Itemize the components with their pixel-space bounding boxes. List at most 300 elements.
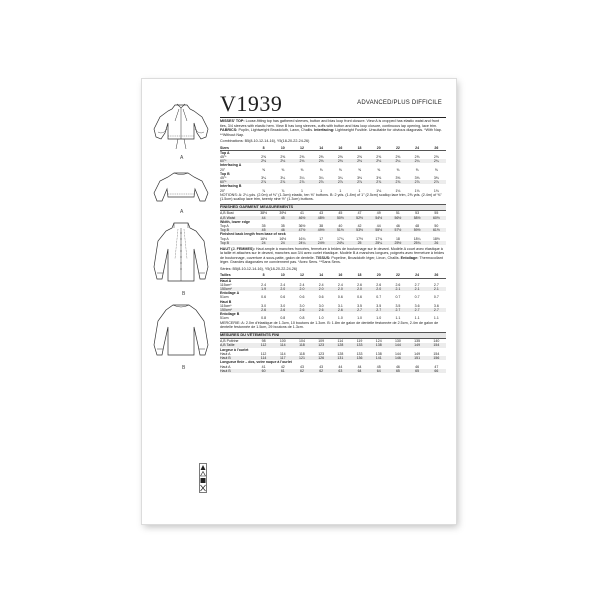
table-cell: ⅝ (262, 167, 266, 172)
table-cell: 1.1 (414, 316, 420, 321)
table-cell: 2⅞ (331, 180, 350, 184)
table-cell: 2¼ (388, 159, 407, 163)
table-cell: ⅝ (434, 167, 438, 172)
size-header-cell: 26 (427, 273, 446, 278)
table-cell: 64 (369, 369, 388, 373)
table-cell: 26 (427, 241, 446, 245)
table-cell: 1⅛ (376, 188, 382, 193)
header-rule (220, 117, 446, 118)
table-cell: 151 (408, 356, 427, 360)
table-cell: 0.7 (376, 295, 382, 300)
section-label: Largeur à l'ourlet (220, 347, 249, 352)
row-label: A,B Waist (220, 216, 254, 220)
desc-body-en: Loose-fitting top has gathered sleeves, button and bias loop front closure. View A is cropped has elastic waist and front ties, 3/4 sleeves with elastic hem. View B has long sleeves, cuffs with button and bias loop closure, continuous lap opening, lace trim. (220, 119, 440, 128)
table-cell: 141 (369, 356, 388, 360)
notions-fr: MERCERIE: A: 2.0m d'élastique de 1.3cm, 10 boutons de 1.3cm. B: 1.8m de galon de dentelle festonnée de 2.5cm, 2.4m de galon de dentelle festonnée de 1.5cm, 29 boutons de 1.3cm. (220, 320, 439, 330)
table-cell: 2⅛ (254, 159, 273, 163)
sketch-view-b-back (148, 301, 214, 363)
section-label: Finished back length from base of neck (220, 232, 286, 237)
table-cell: 3⅜ (414, 175, 420, 180)
table-cell: 140 (433, 339, 440, 344)
section-label: Haut B (220, 299, 232, 304)
table-cell: 2⅛ (312, 159, 331, 163)
table-cell: 133 (356, 351, 363, 356)
table-cell: 112 (260, 351, 267, 356)
sketch-view-a-back (150, 167, 212, 209)
table-cell: 2.4 (261, 282, 267, 287)
row-label: A,B Taille (220, 343, 254, 347)
row-label: 115cm* (220, 303, 232, 308)
row-label: Haut B (220, 369, 254, 373)
table-cell: 0.7 (433, 295, 439, 300)
table-cell: 118 (292, 343, 311, 347)
table-cell: 149 (408, 343, 427, 347)
row-label: 60"* (220, 159, 254, 163)
row-label: 150cm* (220, 287, 254, 291)
table-cell: 2.0 (331, 287, 350, 291)
table-cell: 0.6 (299, 295, 305, 300)
table-cell: 154 (433, 351, 440, 356)
table-cell: 119 (356, 339, 363, 344)
finished-table-en (220, 211, 446, 245)
table-cell: 2⅝ (337, 154, 343, 159)
table-cell: 2⅛ (292, 159, 311, 163)
table-cell: 98 (261, 339, 266, 344)
table-cell: 0.7 (414, 295, 420, 300)
pattern-number: V1939 (220, 91, 283, 116)
size-header-cell: 14 (312, 146, 331, 151)
table-cell: 55½ (369, 228, 388, 232)
table-cell: 41 (300, 211, 304, 216)
table-cell: 112 (254, 343, 273, 347)
table-cell: 40 (338, 223, 343, 228)
size-header-cell: 26 (427, 146, 446, 151)
yardage-table-en (220, 146, 446, 193)
table-cell: 1 (358, 188, 361, 193)
table-cell: 44 (338, 364, 343, 369)
nap-note-fr: *Avec Sens. **Sans Sens. (298, 260, 341, 265)
size-header-cell: 10 (273, 146, 292, 151)
table-cell: 128 (337, 351, 344, 356)
combinations-fr: Séries: B5(8-10-12-14-16), Y5(18-20-22-24-26) (220, 266, 298, 271)
table-cell: 1.1 (395, 316, 401, 321)
table-cell: 149 (414, 351, 421, 356)
table-cell: 2.0 (312, 287, 331, 291)
table-cell: 24¾ (331, 241, 350, 245)
row-label: 45"* (220, 154, 227, 159)
table-cell: 1 (300, 188, 303, 193)
table-cell: 2⅝ (299, 154, 305, 159)
size-header-cell: 18 (350, 146, 369, 151)
table-cell: 64 (350, 369, 369, 373)
table-cell: ⅝ (338, 167, 342, 172)
table-cell: 18¼ (413, 236, 421, 241)
table-cell: 51½ (331, 228, 350, 232)
table-cell: 3¼ (337, 175, 343, 180)
table-cell: 47 (434, 364, 439, 369)
table-cell: ⅝ (415, 167, 419, 172)
finished-table-fr (220, 339, 446, 373)
table-cell: 3.0 (318, 303, 324, 308)
table-cell: 45 (338, 211, 343, 216)
table-cell: 2⅛ (273, 159, 292, 163)
table-cell: 2.6 (395, 282, 401, 287)
table-cell: 60½ (427, 216, 446, 220)
table-cell: 25¼ (369, 241, 388, 245)
section-label: Haut A (220, 278, 232, 283)
table-cell: 2⅞ (369, 180, 388, 184)
interfacing-head-fr: Entoilage: (400, 255, 419, 260)
table-cell: 43 (300, 364, 304, 369)
table-cell: 0.8 (299, 316, 305, 321)
table-cell: 2⅞ (350, 180, 369, 184)
table-cell: 2⅝ (318, 154, 324, 159)
size-header-cell: 16 (331, 273, 350, 278)
table-cell: 53 (415, 211, 420, 216)
finished-title-fr: MESURES DU VÊTEMENTS FINI (220, 332, 446, 339)
table-cell: 2¼ (408, 159, 427, 163)
table-cell: 2.1 (427, 287, 446, 291)
table-cell: 44 (376, 223, 381, 228)
table-cell: 2⅝ (414, 154, 420, 159)
row-label: A,B Poitrine (220, 339, 239, 344)
combinations-en: Combinations: B5(8-10-12-14-16), Y5(18-20-22-24-26) (220, 139, 310, 143)
table-cell: 36½ (298, 223, 306, 228)
table-cell: 2⅛ (369, 159, 388, 163)
care-symbols-icon (199, 463, 207, 493)
table-cell: 55 (434, 211, 439, 216)
table-cell: 114 (337, 339, 344, 344)
table-cell: 0.6 (357, 295, 362, 300)
sketch-view-a-front (150, 99, 212, 154)
table-cell: 16½ (279, 236, 287, 241)
desc-head-en: MISSES' TOP: (220, 119, 245, 123)
table-cell: 135 (414, 339, 421, 344)
table-cell: 2.0 (369, 287, 388, 291)
table-cell: 24 (254, 241, 273, 245)
table-cell: 25 (350, 241, 369, 245)
table-cell: 1⅛ (414, 188, 420, 193)
table-cell: 2.0 (273, 287, 292, 291)
table-cell: 25¾ (408, 241, 427, 245)
table-cell: 0.8 (280, 316, 286, 321)
table-cell: 2.6 (357, 282, 362, 287)
table-cell: 18 (395, 236, 400, 241)
section-label: Top A (220, 150, 230, 155)
table-cell: 104 (299, 339, 305, 344)
table-cell: 48 (415, 223, 420, 228)
row-label: 45"* (220, 175, 227, 180)
table-cell: 56½ (388, 216, 407, 220)
table-cell: 35 (280, 223, 285, 228)
table-cell: 46 (395, 364, 400, 369)
fabrics-head-fr: TISSUS: (315, 255, 331, 260)
size-header-cell: 8 (254, 146, 273, 151)
table-cell: 25½ (388, 241, 407, 245)
table-cell: 2⅞ (408, 180, 427, 184)
table-cell: 2⅝ (261, 154, 267, 159)
table-cell: 144 (394, 351, 401, 356)
table-cell: 17¼ (336, 236, 344, 241)
table-cell: 131 (331, 356, 350, 360)
interfacing-body-en: Lightweight Fusible. Unsuitable for obvious diagonals. (335, 128, 424, 132)
table-cell: 114 (254, 356, 273, 360)
table-cell: 124 (375, 339, 382, 344)
row-label: 60"* (220, 180, 254, 184)
table-cell: 38 (319, 223, 324, 228)
table-cell: 126 (312, 356, 331, 360)
size-header-cell: 16 (331, 146, 350, 151)
view-b-back-label: B (182, 365, 186, 371)
table-cell: 114 (279, 351, 286, 356)
table-cell: 52½ (350, 216, 369, 220)
table-cell: 60 (254, 369, 273, 373)
table-cell: 16¾ (298, 236, 306, 241)
table-cell: 3.0 (299, 303, 305, 308)
table-cell: 2.6 (254, 308, 273, 312)
table-cell: 114 (273, 343, 292, 347)
table-cell: 117 (273, 356, 292, 360)
table-cell: 123 (312, 343, 331, 347)
table-cell: 3.5 (357, 303, 362, 308)
table-cell: 2.0 (350, 287, 369, 291)
table-cell: 133 (350, 343, 369, 347)
table-cell: 46 (273, 228, 292, 232)
pattern-envelope-back (142, 79, 456, 524)
table-cell: 43 (319, 211, 324, 216)
table-cell: 1.9 (254, 287, 273, 291)
table-cell: 47½ (292, 228, 311, 232)
nap-note-en: *With Nap. **Without Nap. (220, 128, 442, 137)
table-cell: 57½ (388, 228, 407, 232)
section-label: Interfacing A (220, 163, 242, 168)
table-cell: 44 (357, 364, 362, 369)
table-cell: 1.0 (337, 316, 343, 321)
table-cell: 35 (261, 223, 266, 228)
table-cell: 0.6 (261, 295, 267, 300)
table-cell: 2.4 (299, 282, 305, 287)
table-cell: 2⅝ (395, 154, 401, 159)
table-cell: 24¼ (292, 241, 311, 245)
table-cell: 2¼ (427, 159, 446, 163)
table-cell: 53½ (350, 228, 369, 232)
table-cell: 46½ (292, 216, 311, 220)
table-cell: 2.6 (292, 308, 311, 312)
table-row (220, 369, 446, 373)
table-cell: 3.1 (337, 303, 343, 308)
table-cell: 45 (273, 216, 292, 220)
size-header-cell: 24 (408, 273, 427, 278)
table-cell: 49 (376, 211, 381, 216)
table-cell: 2.1 (388, 287, 407, 291)
table-cell: 24½ (312, 241, 331, 245)
table-cell: 1 (339, 188, 342, 193)
table-cell: 54½ (369, 216, 388, 220)
section-label: Top B (220, 171, 230, 176)
size-header-cell: 12 (292, 273, 311, 278)
table-cell: 118 (299, 351, 305, 356)
table-cell: 2.4 (337, 282, 343, 287)
table-cell: 1.0 (376, 316, 382, 321)
table-cell: 3.0 (280, 303, 286, 308)
finished-title-en: FINISHED GARMENT MEASUREMENTS (220, 204, 446, 211)
table-cell: 2⅞ (254, 180, 273, 184)
desc-body-fr: Haut ample à manches froncées, fermeture à brides de boutonnage sur le devant. Modèle A court avec élastique à la taille et attaches sur le devant, manches aux 3/4 avec ourlet élastique. Modèle B à manches longues, poignets avec fermeture à brides de boutonnage, ouverture à sous-patte, galon de dentelle. (220, 246, 445, 260)
table-cell: 43 (319, 364, 324, 369)
table-cell: 1⅛ (395, 188, 401, 193)
table-cell: 156 (427, 356, 446, 360)
table-cell: 138 (375, 351, 382, 356)
row-label: Haut A (220, 351, 231, 356)
row-label: 51cm (220, 316, 229, 321)
table-cell: 144 (388, 343, 407, 347)
table-cell: 3⅜ (395, 175, 401, 180)
table-cell: 100 (279, 339, 286, 344)
table-cell: 3⅜ (376, 175, 382, 180)
yardage-table-fr (220, 273, 446, 320)
section-label: Interfacing B (220, 184, 242, 189)
size-header-cell: 18 (350, 273, 369, 278)
table-cell: 62 (292, 369, 311, 373)
table-cell: 39½ (279, 211, 287, 216)
table-cell: 66 (427, 369, 446, 373)
desc-head-fr: HAUT (J. FEMMES): (220, 246, 255, 251)
instructions-content (220, 119, 446, 373)
size-header-cell: 24 (408, 146, 427, 151)
row-label: A,B Bust (220, 211, 234, 216)
table-cell: 3.5 (376, 303, 382, 308)
table-cell: 121 (292, 356, 311, 360)
row-label: 20" (220, 188, 226, 193)
fabrics-body-fr: Popeline, Broadcloth léger, Linon, Challis. (331, 255, 400, 260)
size-header-cell: 20 (369, 273, 388, 278)
size-header-cell: 22 (388, 273, 407, 278)
table-cell: 16½ (260, 236, 267, 241)
table-cell: 3.6 (433, 303, 439, 308)
section-label: Entoilage B (220, 312, 240, 317)
table-cell: 17¾ (375, 236, 383, 241)
table-cell: ⅝ (281, 167, 285, 172)
table-cell: 0.7 (395, 295, 401, 300)
row-label: Top B (220, 228, 254, 232)
table-cell: 48½ (312, 216, 331, 220)
table-cell: ⅝ (396, 167, 400, 172)
table-cell: 2⅞ (273, 180, 292, 184)
table-cell: 24 (273, 241, 292, 245)
section-label: Entoilage A (220, 291, 240, 296)
description-fr (220, 247, 446, 265)
table-cell: 65 (388, 369, 407, 373)
table-cell: 61 (273, 369, 292, 373)
table-cell: 154 (427, 343, 446, 347)
table-cell: 2.7 (350, 308, 369, 312)
size-header-cell: 20 (369, 146, 388, 151)
fabrics-body-en: Poplin, Lightweight Broadcloth, Lawn, Challis. (238, 128, 314, 132)
table-cell: 50½ (331, 216, 350, 220)
table-cell: 2⅞ (388, 180, 407, 184)
table-cell: 44 (254, 216, 273, 220)
table-cell: 2.4 (318, 282, 324, 287)
table-cell: 3⅜ (357, 175, 362, 180)
table-cell: 17 (319, 236, 324, 241)
row-label: Haut A (220, 364, 231, 369)
table-cell: 109 (318, 339, 325, 344)
size-header-cell: 8 (254, 273, 273, 278)
size-header-cell: 12 (292, 146, 311, 151)
table-cell: 41 (261, 364, 266, 369)
table-cell: 3¼ (261, 175, 267, 180)
table-cell: 2.7 (433, 282, 439, 287)
table-cell: 3⅜ (433, 175, 439, 180)
table-cell: 2.7 (427, 308, 446, 312)
view-b-label: B (182, 291, 186, 297)
table-cell: 2.6 (331, 308, 350, 312)
table-cell: 2⅛ (331, 159, 350, 163)
table-cell: 0.6 (280, 295, 286, 300)
table-cell: ⅝ (377, 167, 381, 172)
table-cell: 1.1 (433, 316, 439, 321)
table-cell: 3.5 (395, 303, 401, 308)
table-cell: 51 (395, 211, 400, 216)
table-cell: ⅝ (358, 167, 361, 172)
row-label: Top A (220, 223, 229, 228)
table-cell: 3.0 (261, 303, 267, 308)
table-cell: 136 (350, 356, 369, 360)
table-cell: 3¼ (280, 175, 286, 180)
table-cell: 146 (388, 356, 407, 360)
table-cell: 50 (434, 223, 439, 228)
row-label: 150cm* (220, 308, 254, 312)
table-cell: 0.6 (337, 295, 343, 300)
table-cell: 49½ (312, 228, 331, 232)
description-en (220, 119, 446, 137)
table-cell: 59½ (408, 228, 427, 232)
interfacing-body-fr: Thermocollant léger. Grandes diagonales ne conviennent pas. (220, 255, 443, 265)
row-label: 115cm* (220, 282, 232, 287)
table-cell: 58½ (408, 216, 427, 220)
table-row (220, 241, 446, 245)
table-cell: ⅝ (319, 167, 323, 172)
table-cell: 2.4 (280, 282, 286, 287)
table-cell: 1.0 (357, 316, 362, 321)
table-cell: 61½ (427, 228, 446, 232)
notions-en: NOTIONS: A: 2¼ yds. (2.0m) of ⅜" (1.3cm) elastic, ten ⅜" buttons. B: 2 yds. (1.8m) of 1" (2.5cm) scallop lace trim, 2⅝ yds. (2.4m) of ⅝" (1.5cm) scallop lace trim, twenty nine ½" (1.3cm) buttons. (220, 192, 442, 202)
table-cell: 2.6 (273, 308, 292, 312)
table-cell: 42 (357, 223, 362, 228)
table-cell: 2.1 (408, 287, 427, 291)
view-a-back-label: A (180, 209, 184, 215)
table-cell: 2⅝ (433, 154, 439, 159)
table-cell: 17½ (356, 236, 363, 241)
table-cell: 65 (408, 369, 427, 373)
table-cell: 2.7 (414, 282, 420, 287)
size-header-cell: 10 (273, 273, 292, 278)
section-label: Width, lower edge (220, 219, 250, 224)
table-cell: 2.7 (388, 308, 407, 312)
table-cell: 2⅝ (376, 154, 382, 159)
row-label: Top A (220, 236, 229, 241)
table-cell: 2⅝ (280, 154, 286, 159)
table-cell: 1 (320, 188, 323, 193)
technical-drawings (142, 79, 220, 524)
table-cell: 128 (331, 343, 350, 347)
fabrics-head-en: FABRICS: (220, 128, 238, 132)
table-cell: 2⅞ (427, 180, 446, 184)
table-cell: 63 (331, 369, 350, 373)
size-header-cell: 14 (312, 273, 331, 278)
table-cell: 2⅝ (357, 154, 362, 159)
table-cell: 0.6 (318, 295, 324, 300)
